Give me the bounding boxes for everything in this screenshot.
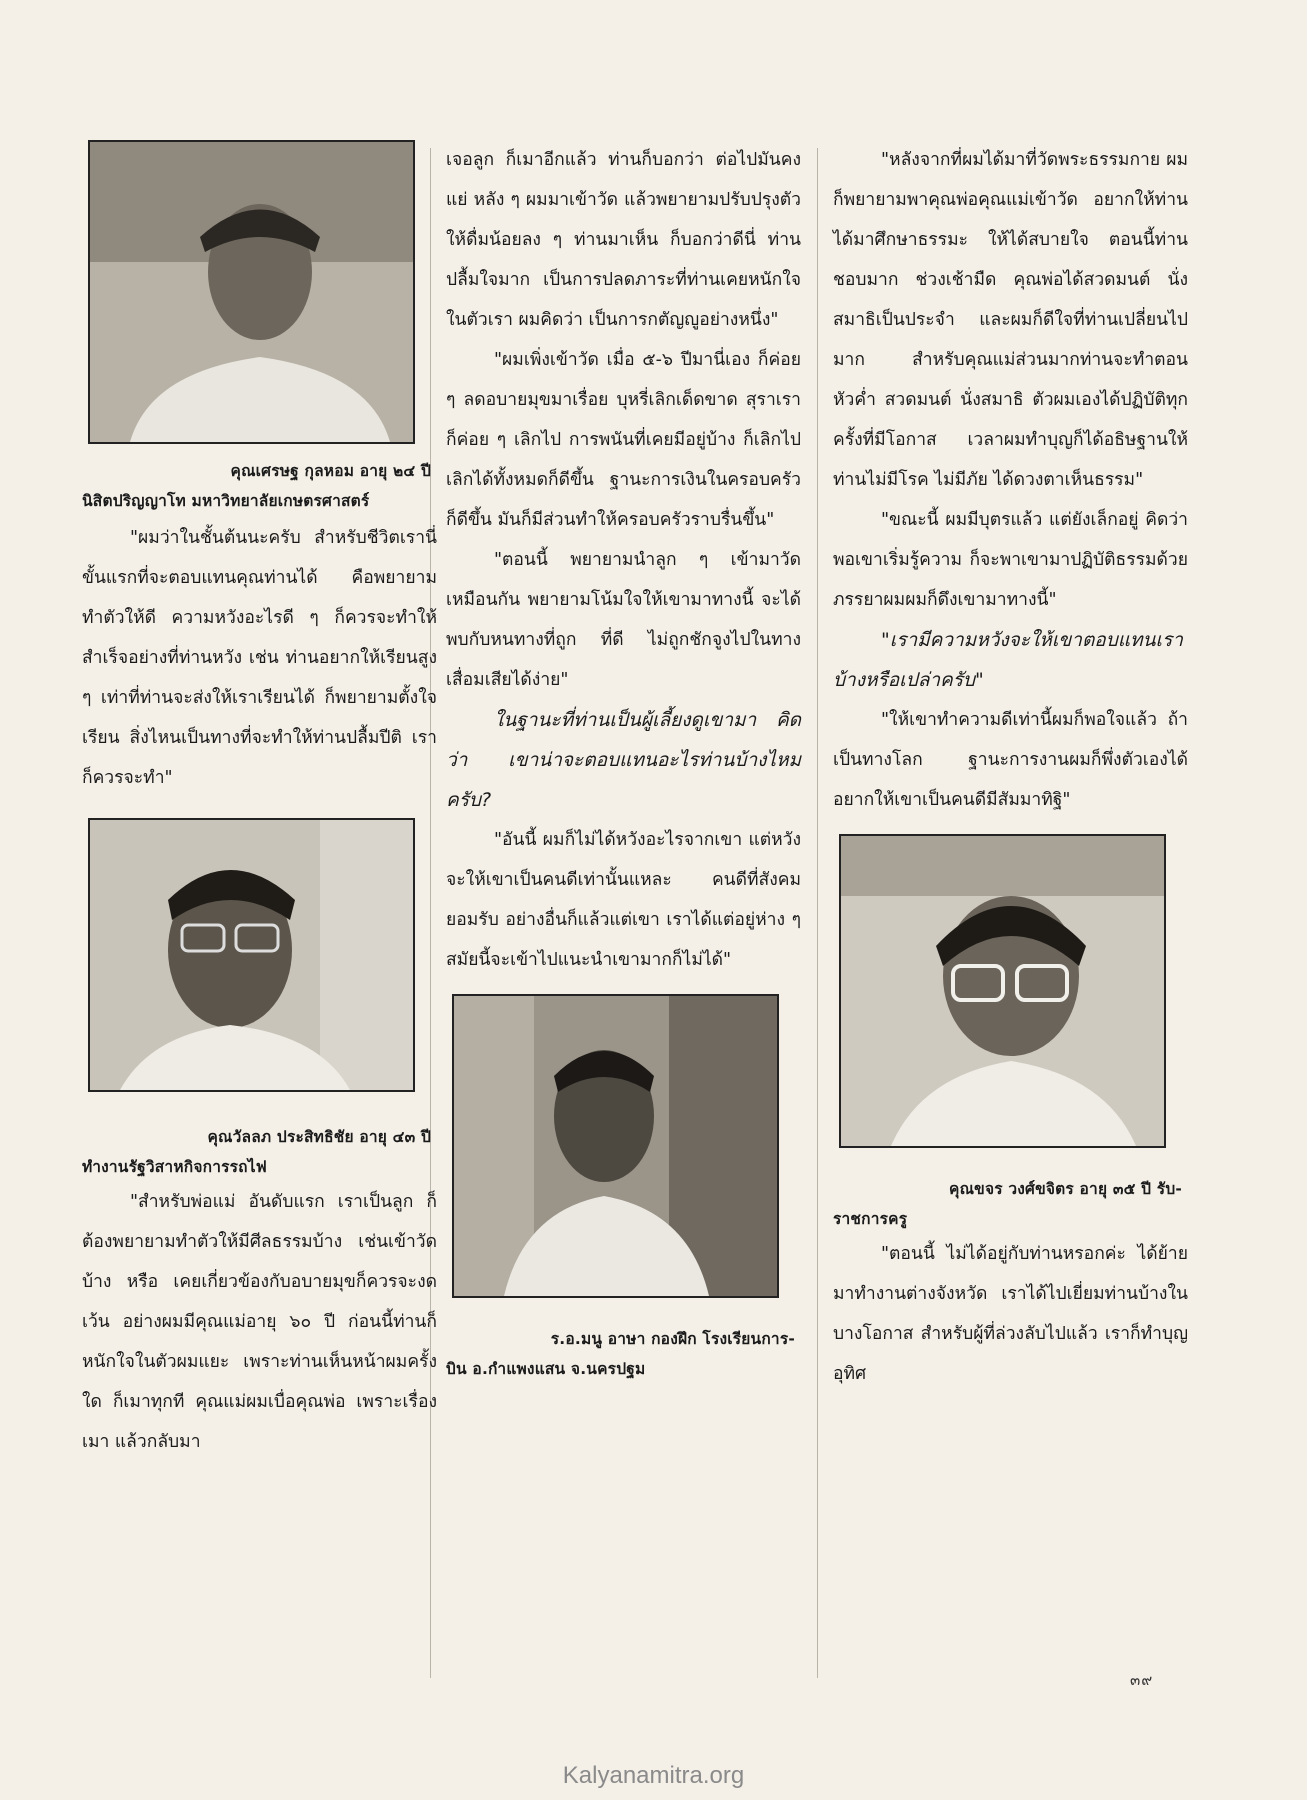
paragraph: "หลังจากที่ผมได้มาที่วัดพระธรรมกาย ผมก็พยายามพาคุณพ่อคุณแม่เข้าวัด อยากให้ท่านได้มาศึกษาธรรมะ ให้ได้สบายใจ ตอนนี้ท่านชอบมาก ช่วงเช้ามืด คุณพ่อได้สวดมนต์ นั่งสมาธิเป็นประจำ และผมก็ดีใจที่ท่านเปลี่ยนไปมาก สำหรับคุณแม่ส่วนมากท่านจะทำตอนหัวค่ำ สวดมนต์ นั่งสมาธิ ตัวผมเองได้ปฏิบัติทุกครั้งที่มีโอกาส เวลาผมทำบุญก็ได้อธิษฐานให้ท่านไม่มีโรค ไม่มีภัย ได้ดวงตาเห็นธรรม" xyxy=(833,150,1188,490)
paragraph: "ตอนนี้ ไม่ได้อยู่กับท่านหรอกค่ะ ได้ย้ายมาทำงานต่างจังหวัด เราได้ไปเยี่ยมท่านบ้างในบางโอกาส สำหรับผู้ที่ล่วงลับไปแล้ว เราก็ทำบุญอุทิศ xyxy=(833,1244,1188,1384)
caption-seksan xyxy=(82,456,437,516)
caption-wanlop xyxy=(82,1122,437,1182)
article-body xyxy=(833,140,1188,820)
column-1 xyxy=(82,140,437,1462)
interview-question: "เรามีความหวังจะให้เขาตอบแทนเราบ้างหรือเปล่าครับ" xyxy=(833,629,1183,691)
caption-manu xyxy=(446,1324,801,1384)
interview-question: ในฐานะที่ท่านเป็นผู้เลี้ยงดูเขามา คิดว่า เขาน่าจะตอบแทนอะไรท่านบ้างไหมครับ? xyxy=(446,709,801,811)
portrait-photo-1 xyxy=(88,140,415,444)
column-rule xyxy=(817,148,818,1678)
paragraph: "ตอนนี้ พยายามนำลูก ๆ เข้ามาวัดเหมือนกัน พยายามโน้มใจให้เขามาทางนี้ จะได้พบกับหนทางที่ถูก ที่ดี ไม่ถูกชักจูงไปในทางเสื่อมเสียได้ง่าย" xyxy=(446,550,801,690)
paragraph: "ให้เขาทำความดีเท่านี้ผมก็พอใจแล้ว ถ้าเป็นทางโลก ฐานะการงานผมก็พึ่งตัวเองได้ อยากให้เขาเป็นคนดีมีสัมมาทิฐิ" xyxy=(833,710,1188,810)
portrait-photo-3 xyxy=(452,994,779,1298)
caption-khajon xyxy=(833,1174,1188,1234)
caption-line: ราชการครู xyxy=(833,1210,908,1228)
paragraph: เจอลูก ก็เมาอีกแล้ว ท่านก็บอกว่า ต่อไปมันคงแย่ หลัง ๆ ผมมาเข้าวัด แล้วพยายามปรับปรุงตัวให้ดื่มน้อยลง ๆ ท่านมาเห็น ก็บอกว่าดีนี่ ท่านปลื้มใจมาก เป็นการปลดภาระที่ท่านเคยหนักใจในตัวเรา ผมคิดว่า เป็นการกตัญญูอย่างหนึ่ง" xyxy=(446,150,801,330)
caption-line: ร.อ.มนู อาษา กองฝึก โรงเรียนการ- xyxy=(550,1330,795,1348)
portrait-photo-2 xyxy=(88,818,415,1092)
caption-line: คุณวัลลภ ประสิทธิชัย อายุ ๔๓ ปี xyxy=(207,1128,431,1146)
column-2 xyxy=(446,140,801,1384)
article-body xyxy=(82,1182,437,1462)
caption-line: นิสิตปริญญาโท มหาวิทยาลัยเกษตรศาสตร์ xyxy=(82,492,370,510)
article-body xyxy=(446,140,801,980)
paragraph: "ผมเพิ่งเข้าวัด เมื่อ ๕-๖ ปีมานี่เอง ก็ค่อย ๆ ลดอบายมุขมาเรื่อย บุหรี่เลิกเด็ดขาด สุราเราก็ค่อย ๆ เลิกไป การพนันที่เคยมีอยู่บ้าง ก็เลิกไป เลิกได้ทั้งหมดก็ดีขึ้น ฐานะการเงินในครอบครัวก็ดีขึ้น มันก็มีส่วนทำให้ครอบครัวราบรื่นขึ้น" xyxy=(446,350,801,530)
article-body xyxy=(833,1234,1188,1394)
caption-line: คุณเศรษฐ กุลหอม อายุ ๒๔ ปี xyxy=(230,462,431,480)
caption-line: บิน อ.กำแพงแสน จ.นครปฐม xyxy=(446,1360,646,1378)
paragraph: "ผมว่าในชั้นต้นนะครับ สำหรับชีวิตเรานี่ ขั้นแรกที่จะตอบแทนคุณท่านได้ คือพยายามทำตัวให้ดี ความหวังอะไรดี ๆ ก็ควรจะทำให้สำเร็จอย่างที่ท่านหวัง เช่น ท่านอยากให้เรียนสูง ๆ เท่าที่ท่านจะส่งให้เราเรียนได้ ก็พยายามตั้งใจเรียน สิ่งไหนเป็นทางที่จะทำให้ท่านปลื้มปีติ เราก็ควรจะทำ" xyxy=(82,528,437,788)
paragraph: "สำหรับพ่อแม่ อันดับแรก เราเป็นลูก ก็ต้องพยายามทำตัวให้มีศีลธรรมบ้าง เช่นเข้าวัดบ้าง หรือ เคยเกี่ยวข้องกับอบายมุขก็ควรจะงดเว้น อย่างผมมีคุณแม่อายุ ๖๐ ปี ก่อนนี้ท่านก็หนักใจในตัวผมแยะ เพราะท่านเห็นหน้าผมครั้งใด ก็เมาทุกที คุณแม่ผมเบื่อคุณพ่อ เพราะเรื่องเมา แล้วกลับมา xyxy=(82,1192,437,1452)
page-number: ๓๙ xyxy=(1130,1671,1154,1689)
paragraph: "ขณะนี้ ผมมีบุตรแล้ว แต่ยังเล็กอยู่ คิดว่า พอเขาเริ่มรู้ความ ก็จะพาเขามาปฏิบัติธรรมด้วย ภรรยาผมผมก็ดึงเขามาทางนี้" xyxy=(833,510,1188,610)
caption-line: คุณขจร วงศ์ขจิตร อายุ ๓๕ ปี รับ- xyxy=(949,1180,1182,1198)
watermark: Kalyanamitra.org xyxy=(562,1762,745,1789)
caption-line: ทำงานรัฐวิสาหกิจการรถไฟ xyxy=(82,1158,267,1176)
portrait-photo-4 xyxy=(839,834,1166,1148)
paragraph: "อันนี้ ผมก็ไม่ได้หวังอะไรจากเขา แต่หวังจะให้เขาเป็นคนดีเท่านั้นแหละ คนดีที่สังคมยอมรับ อย่างอื่นก็แล้วแต่เขา เราได้แต่อยู่ห่าง ๆ สมัยนี้จะเข้าไปแนะนำเขามากก็ไม่ได้" xyxy=(446,830,801,970)
article-body xyxy=(82,518,437,798)
column-3 xyxy=(833,140,1188,1394)
